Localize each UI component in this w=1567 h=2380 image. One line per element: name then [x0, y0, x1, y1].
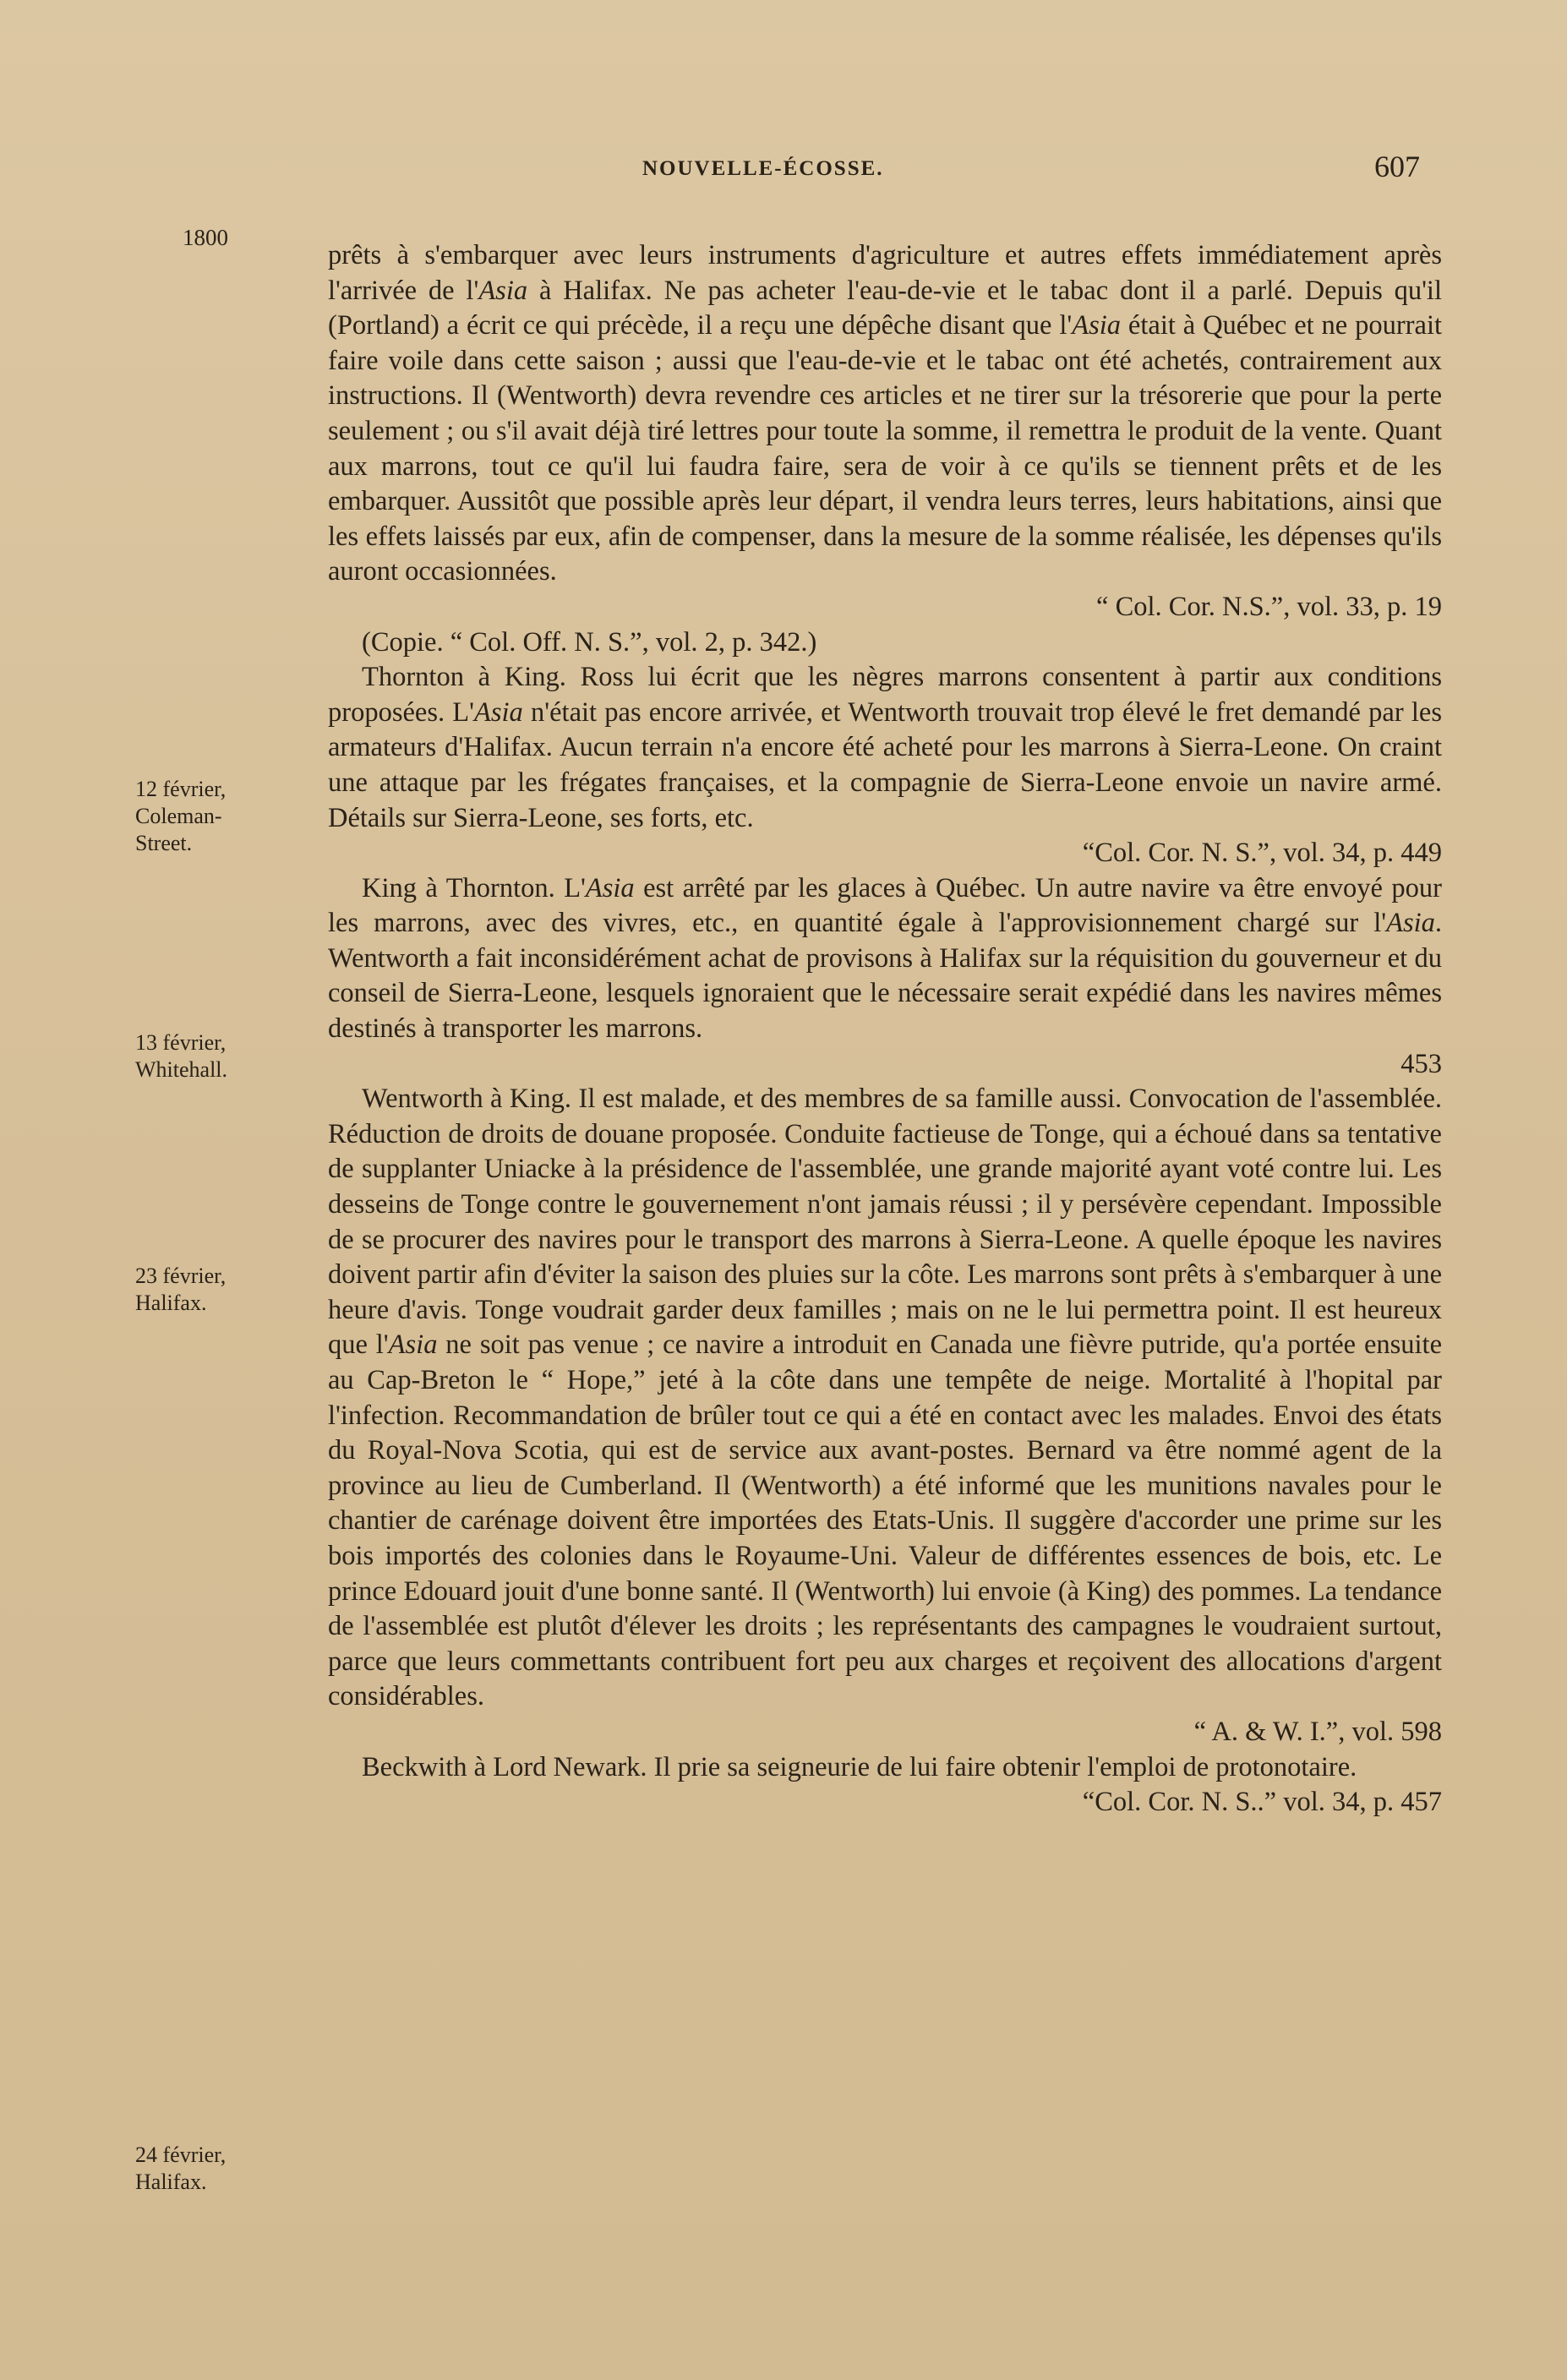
entry	[328, 660, 1442, 871]
margin-note-date-place: 13 février, Whitehall.	[135, 1030, 228, 1082]
page-number: 607	[1374, 150, 1420, 183]
copy-reference: (Copie. “ Col. Off. N. S.”, vol. 2, p. 342.)	[362, 626, 817, 658]
source-reference: 453	[1400, 1048, 1442, 1079]
entry-text: Wentworth à King. Il est malade, et des membres de sa famille aussi. Convocation de l'assemblée. Réduction de droits de douane proposée. Conduite factieuse de Tonge, qui a échoué dans sa tentative de supplanter Uniacke à la présidence de l'assemblée, une grande majorité ayant voté contre lui. Les desseins de Tonge contre le gouvernement n'ont jamais réussi ; il y persévère cependant. Impossible de se procurer des navires pour le transport des marrons à Sierra-Leone. A quelle époque les navires doivent partir afin d'éviter la saison des pluies sur la côte. Les marrons sont prêts à s'embarquer à une heure d'avis. Tonge voudrait garder deux familles ; mais on ne le lui permettra point. Il est heureux que l'Asia ne soit pas venue ; ce navire a introduit en Canada une fièvre putride, qu'a portée ensuite au Cap-Breton le “ Hope,” jeté à la côte dans une tempête de neige. Mortalité à l'hopital par l'infection. Recommandation de brûler tout ce qui a été en contact avec les malades. Envoi des états du Royal-Nova Scotia, qui est de service aux avant-postes. Bernard va être nommé agent de la province au lieu de Cumberland. Il (Wentworth) a été informé que les munitions navales pour le chantier de carénage doivent être importées des Etats-Unis. Il suggère d'accorder une prime sur les bois importés des colonies dans le Royaume-Uni. Valeur de différentes essences de bois, etc. Le prince Edouard jouit d'une bonne santé. Il (Wentworth) lui envoie (à King) des pommes. La tendance de l'assemblée est plutôt d'élever les droits ; les représentants des campagnes le voudraient surtout, parce que leurs commettants contribuent fort peu aux charges et reçoivent des allocations d'argent considérables.	[328, 1084, 1442, 1712]
margin-note-date-place: 24 février, Halifax.	[135, 2143, 227, 2194]
margin-year: 1800	[183, 225, 228, 250]
main-text	[328, 238, 1442, 1820]
margin-note-date-place: 12 février, Coleman- Street.	[135, 777, 227, 855]
source-reference: “Col. Cor. N. S.”, vol. 34, p. 449	[1082, 838, 1442, 869]
source-reference: “ A. & W. I.”, vol. 598	[1193, 1716, 1442, 1747]
running-header: NOUVELLE-ÉCOSSE.	[642, 157, 884, 180]
entry-text: Thornton à King. Ross lui écrit que les nègres marrons consentent à partir aux conditions proposées. L'Asia n'était pas encore arrivée, et Wentworth trouvait trop élevé le fret demandé par les armateurs d'Halifax. Aucun terrain n'a encore été acheté pour les marrons à Sierra-Leone. On craint une attaque par les frégates françaises, et la compagnie de Sierra-Leone envoie un navire armé. Détails sur Sierra-Leone, ses forts, etc.	[328, 662, 1442, 833]
entry	[328, 871, 1442, 1083]
entry-text: Beckwith à Lord Newark. Il prie sa seigneurie de lui faire obtenir l'emploi de protonotaire.	[362, 1751, 1357, 1782]
entry	[328, 1750, 1442, 1820]
entry	[328, 1082, 1442, 1750]
entry	[328, 238, 1442, 660]
margin-note-date-place: 23 février, Halifax.	[135, 1264, 227, 1315]
source-reference: “Col. Cor. N. S..” vol. 34, p. 457	[1082, 1787, 1442, 1818]
entry-text: prêts à s'embarquer avec leurs instruments d'agriculture et autres effets immédiatement après l'arrivée de l'Asia à Halifax. Ne pas acheter l'eau-de-vie et le tabac dont il a parlé. Depuis qu'il (Portland) a écrit ce qui précède, il a reçu une dépêche disant que l'Asia était à Québec et ne pourrait faire voile dans cette saison ; aussi que l'eau-de-vie et le tabac ont été achetés, contrairement aux instructions. Il (Wentworth) devra revendre ces articles et ne tirer sur la trésorerie que pour la perte seulement ; ou s'il avait déjà tiré lettres pour toute la somme, il remettra le produit de la vente. Quant aux marrons, tout ce qu'il lui faudra faire, sera de voir à ce qu'ils se tiennent prêts et de les embarquer. Aussitôt que possible après leur départ, il vendra leurs terres, leurs habitations, ainsi que les effets laissés par eux, afin de compenser, dans la mesure de la somme réalisée, les dépenses qu'ils auront occasionnées.	[328, 240, 1443, 587]
entry-text: King à Thornton. L'Asia est arrêté par les glaces à Québec. Un autre navire va être envoyé pour les marrons, avec des vivres, etc., en quantité égale à l'approvisionnement chargé sur l'Asia. Wentworth a fait inconsidérément achat de provisons à Halifax sur la réquisition du gouverneur et du conseil de Sierra-Leone, lesquels ignoraient que le nécessaire serait expédié dans les navires mêmes destinés à transporter les marrons.	[328, 872, 1442, 1045]
source-reference: “ Col. Cor. N.S.”, vol. 33, p. 19	[1096, 591, 1442, 622]
